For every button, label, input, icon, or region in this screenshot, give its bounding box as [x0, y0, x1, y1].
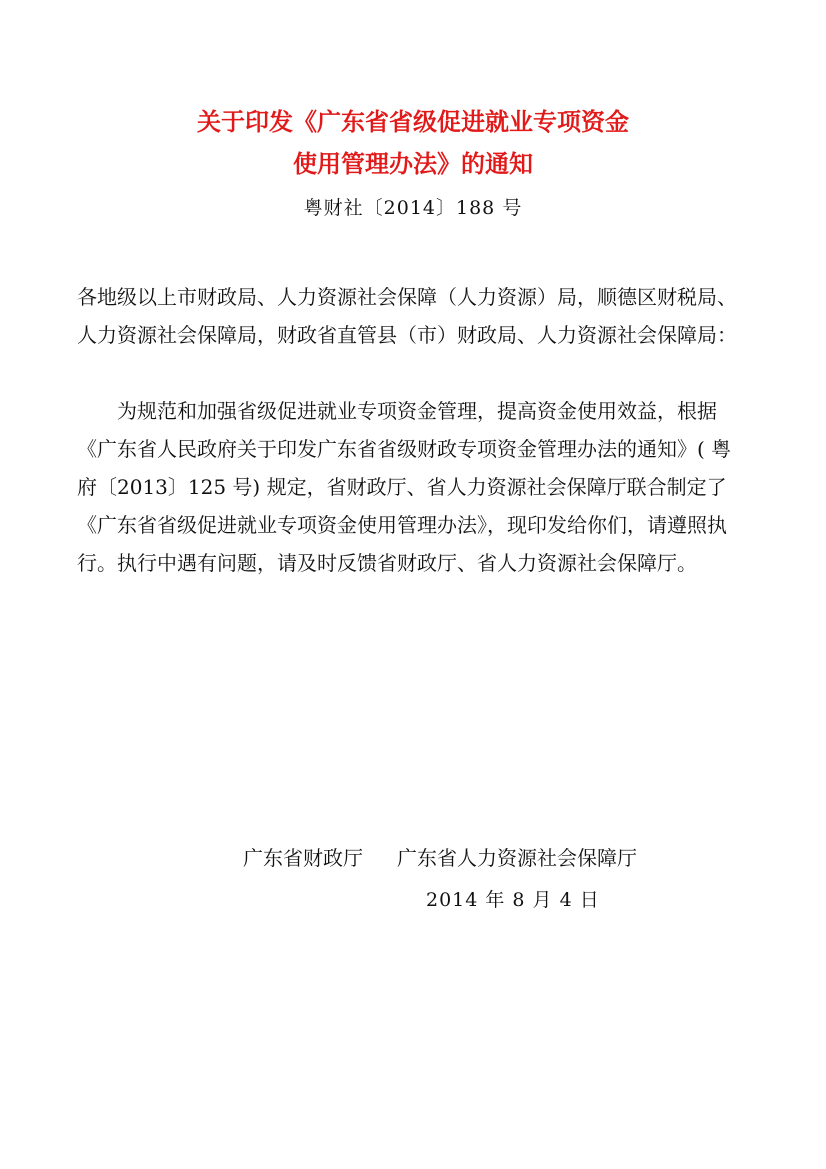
addressee: 各地级以上市财政局、人力资源社会保障（人力资源）局，顺德区财税局、人力资源社会保障局，财政省直管县（市）财政局、人力资源社会保障局： [77, 285, 737, 347]
signature-block [243, 845, 637, 871]
document-title-line-2: 使用管理办法》的通知 [293, 150, 533, 178]
signer-finance-department: 广东省财政厅 [243, 846, 363, 870]
document-title-line-1: 关于印发《广东省省级促进就业专项资金 [197, 108, 629, 136]
body-paragraph: 为规范和加强省级促进就业专项资金管理，提高资金使用效益，根据《广东省人民政府关于印发广东省省级财政专项资金管理办法的通知》( 粤府〔2013〕125 号) 规定，省财政厅、省人力资源社会保障厅联合制定了《广东省省级促进就业专项资金使用管理办法》，现印发给你们，请遵照执行。执行中遇有问题，请及时反馈省财政厅、省人力资源社会保障厅。 [77, 399, 732, 575]
issue-date: 2014 年 8 月 4 日 [426, 889, 600, 911]
signer-hr-social-security-department: 广东省人力资源社会保障厅 [397, 846, 637, 870]
document-number: 粤财社〔2014〕188 号 [303, 197, 523, 219]
